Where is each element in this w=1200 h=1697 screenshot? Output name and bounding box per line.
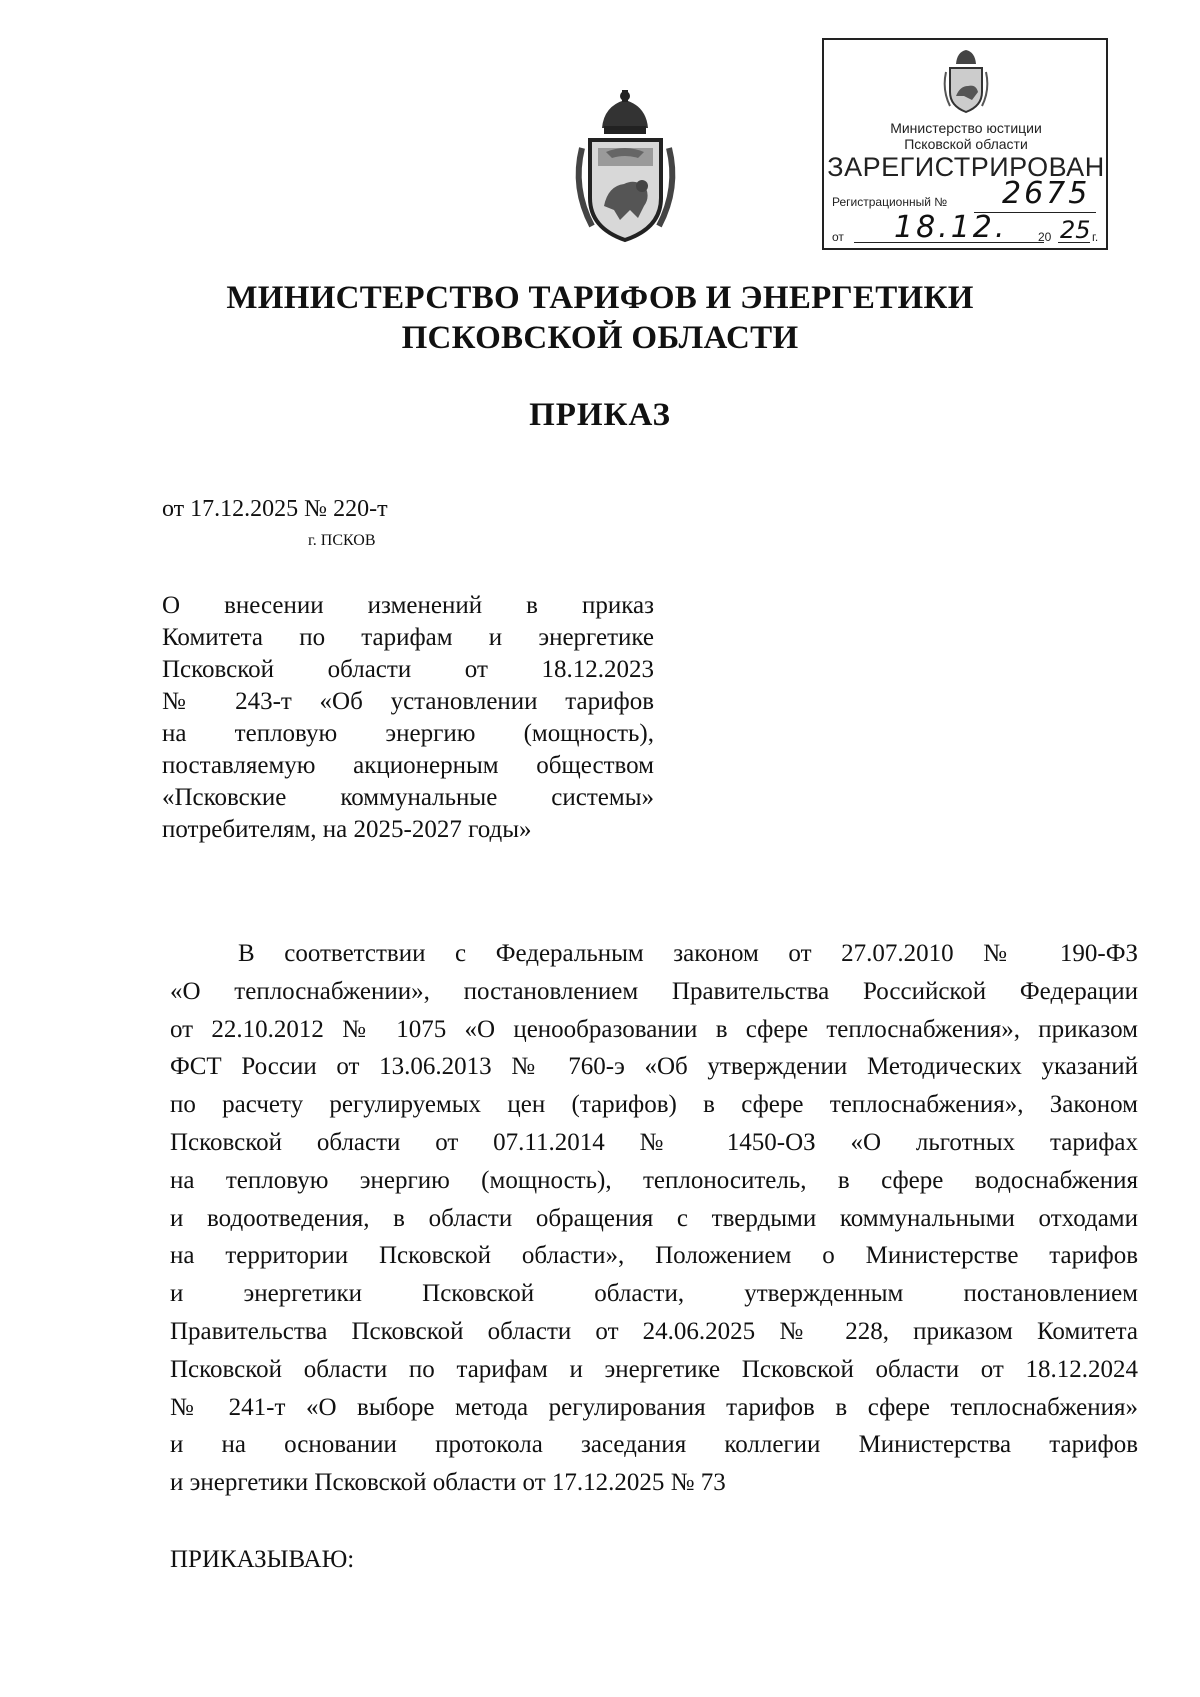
stamp-organization-line2: Псковской области — [904, 136, 1028, 152]
coat-of-arms-icon — [568, 88, 683, 248]
subject-line: О внесении изменений в приказ — [162, 592, 654, 619]
stamp-organization-line1: Министерство юстиции — [890, 120, 1042, 136]
stamp-year-suffix: г. — [1092, 230, 1099, 244]
subject-line: на тепловую энергию (мощность), — [162, 720, 654, 747]
body-line: и энергетики Псковской области от 17.12.2025 № 73 — [170, 1469, 726, 1497]
body-line: на территории Псковской области», Положением о Министерстве тарифов — [170, 1242, 1138, 1270]
order-city: г. ПСКОВ — [308, 532, 376, 549]
stamp-registration-number: 2675 — [1002, 176, 1091, 211]
stamp-date-handwritten: 18.12. — [894, 210, 1008, 245]
order-preamble — [170, 935, 1138, 1502]
body-line: Псковской области по тарифам и энергетике Псковской области от 18.12.2024 — [170, 1355, 1138, 1383]
subject-line: «Псковские коммунальные системы» — [162, 784, 654, 811]
body-line: № 241-т «О выборе метода регулирования тарифов в сфере теплоснабжения» — [170, 1393, 1138, 1421]
ministry-name-line1: МИНИСТЕРСТВО ТАРИФОВ И ЭНЕРГЕТИКИ — [226, 280, 974, 316]
subject-line: Псковской области от 18.12.2023 — [162, 656, 654, 683]
registration-stamp — [822, 38, 1108, 250]
stamp-coat-of-arms-icon — [942, 48, 990, 114]
subject-line: Комитета по тарифам и энергетике — [162, 624, 654, 651]
document-type-title: ПРИКАЗ — [529, 397, 671, 433]
body-line: по расчету регулируемых цен (тарифов) в сфере теплоснабжения», Законом — [170, 1091, 1138, 1119]
body-line: и водоотведения, в области обращения с твердыми коммунальными отходами — [170, 1204, 1138, 1232]
body-line: от 22.10.2012 № 1075 «О ценообразовании в сфере теплоснабжения», приказом — [170, 1015, 1138, 1043]
stamp-date-prefix: от — [832, 230, 844, 244]
body-line: В соответствии с Федеральным законом от 27.07.2010 № 190-ФЗ — [238, 940, 1138, 967]
body-line: Правительства Псковской области от 24.06.2025 № 228, приказом Комитета — [170, 1317, 1138, 1345]
body-line: и энергетики Псковской области, утвержденным постановлением — [170, 1280, 1138, 1308]
ministry-name-line2: ПСКОВСКОЙ ОБЛАСТИ — [401, 320, 799, 356]
body-line: и на основании протокола заседания коллегии Министерства тарифов — [170, 1431, 1138, 1459]
order-subject — [162, 590, 654, 846]
subject-line: № 243-т «Об установлении тарифов — [162, 688, 654, 715]
stamp-year-prefix: 20 — [1038, 230, 1052, 244]
order-date-number: от 17.12.2025 № 220-т — [162, 496, 388, 522]
body-line: «О теплоснабжении», постановлением Правительства Российской Федерации — [170, 977, 1138, 1005]
subject-line: поставляемую акционерным обществом — [162, 752, 654, 779]
subject-line: потребителям, на 2025-2027 годы» — [162, 816, 532, 843]
body-line: Псковской области от 07.11.2014 № 1450-ОЗ «О льготных тарифах — [170, 1128, 1138, 1156]
stamp-status: ЗАРЕГИСТРИРОВАН — [827, 152, 1105, 182]
body-line: на тепловую энергию (мощность), теплоноситель, в сфере водоснабжения — [170, 1166, 1138, 1194]
order-directive-word: ПРИКАЗЫВАЮ: — [170, 1546, 355, 1573]
stamp-year-handwritten: 25 — [1060, 216, 1091, 244]
body-line: ФСТ России от 13.06.2013 № 760-э «Об утверждении Методических указаний — [170, 1053, 1138, 1081]
stamp-registration-label: Регистрационный № — [832, 195, 948, 209]
